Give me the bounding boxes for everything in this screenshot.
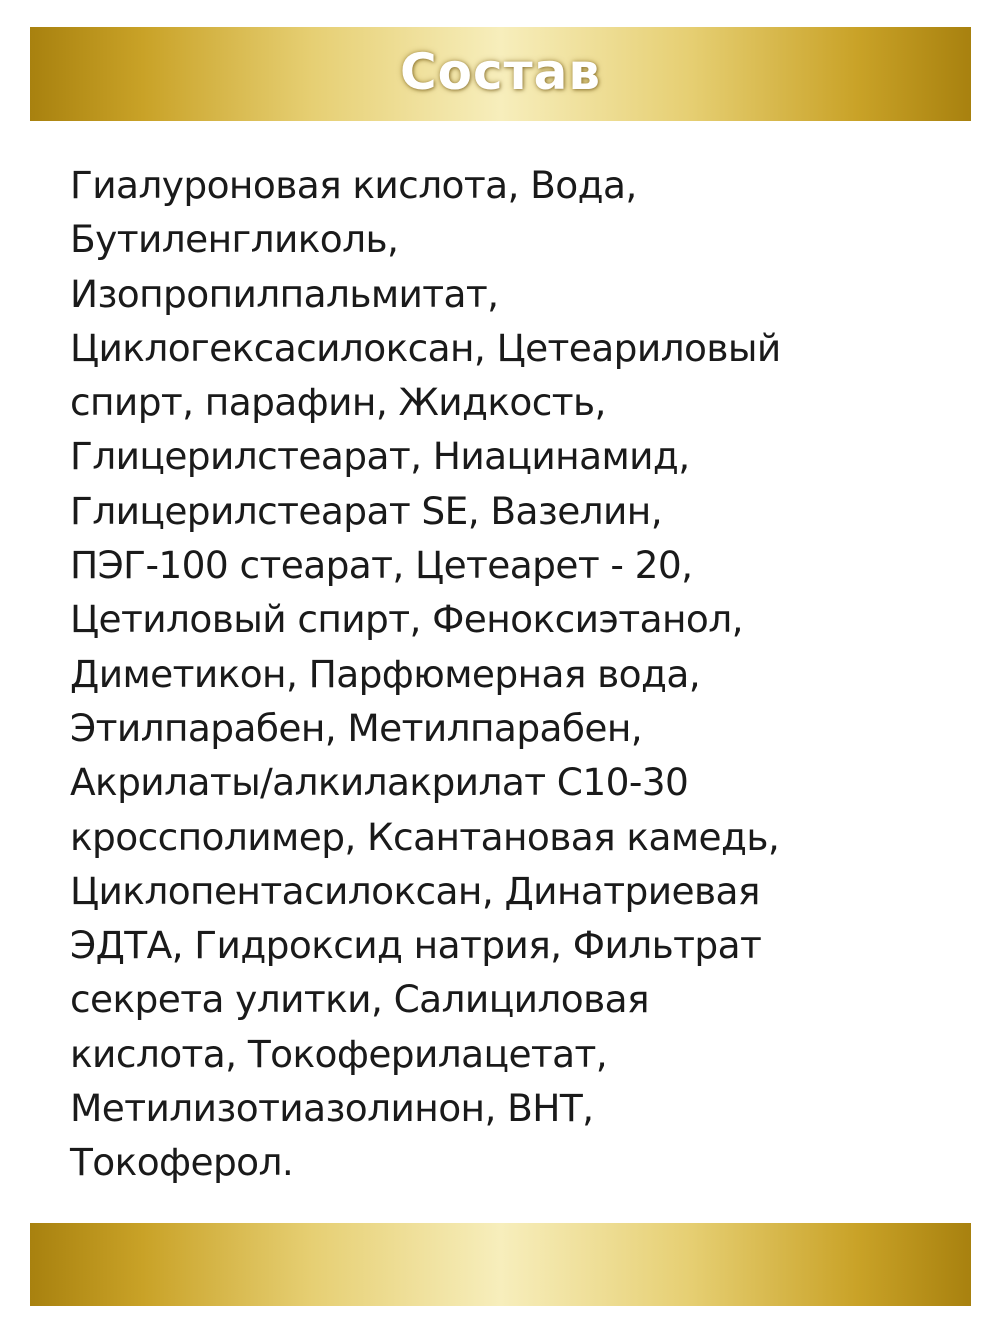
ingredients-line: Глицерилстеарат, Ниацинамид, [70,434,690,479]
ingredients-list [70,158,970,1190]
ingredients-line: ЭДТА, Гидроксид натрия, Фильтрат [70,923,762,968]
ingredients-line: кислота, Токоферилацетат, [70,1031,608,1076]
footer-banner [30,1223,971,1306]
title-banner [30,27,971,121]
ingredients-line: Метилизотиазолинон, BHT, [70,1086,594,1131]
ingredients-line: кроссполимер, Ксантановая камедь, [70,814,780,859]
page-title: Состав [399,43,602,101]
ingredients-line: Циклопентасилоксан, Динатриевая [70,868,760,913]
ingredients-line: спирт, парафин, Жидкость, [70,380,606,425]
ingredients-line: ПЭГ-100 стеарат, Цетеарет - 20, [70,543,693,588]
ingredients-line: Изопропилпальмитат, [70,271,499,316]
ingredients-line: Гиалуроновая кислота, Вода, [70,163,637,207]
ingredients-line: Циклогексасилоксан, Цетеариловый [70,325,781,370]
ingredients-line: Токоферол. [70,1140,294,1185]
ingredients-line: секрета улитки, Салициловая [70,977,649,1022]
ingredients-line: Этилпарабен, Метилпарабен, [70,705,643,750]
ingredients-line: Диметикон, Парфюмерная вода, [70,651,701,696]
ingredients-line: Цетиловый спирт, Феноксиэтанол, [70,597,743,642]
ingredients-line: Глицерилстеарат SE, Вазелин, [70,488,663,533]
ingredients-line: Бутиленгликоль, [70,217,399,262]
ingredients-line: Акрилаты/алкилакрилат С10-30 [70,760,689,805]
